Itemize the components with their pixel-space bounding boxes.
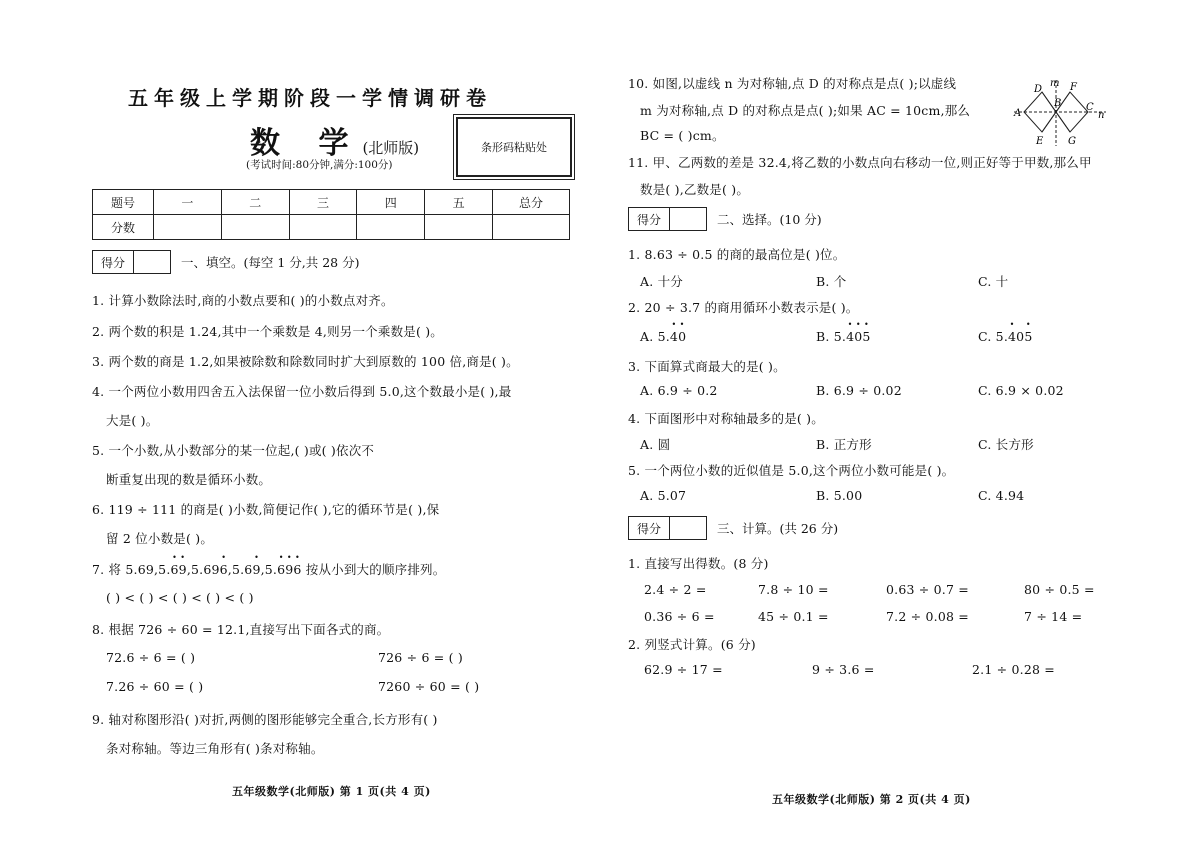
repeating-digit: • 9 [252, 562, 260, 577]
page2-footer: 五年级数学(北师版) 第 2 页(共 4 页) [772, 793, 971, 806]
score-table-cell: 一 [154, 190, 222, 215]
label-F: F [1070, 82, 1077, 93]
question-5-line1: 5. 一个小数,从小数部分的某一位起,( )或( )依次不 [92, 443, 375, 458]
score-label: 得分 [628, 516, 670, 540]
choice-option: A. 十分 [640, 274, 683, 289]
score-blank-cell[interactable] [154, 215, 222, 240]
plain-digit: 0 [1016, 329, 1025, 344]
choice-option: C. 长方形 [978, 437, 1034, 452]
choice-2: 2. 20 ÷ 3.7 的商用循环小数表示是( )。 [628, 300, 859, 315]
calc-item: 45 ÷ 0.1 = [758, 609, 829, 624]
section2-header [628, 207, 822, 231]
question-6-line1: 6. 119 ÷ 111 的商是( )小数,简便记作( ),它的循环节是( ),保 [92, 502, 440, 517]
score-table-cell: 总分 [493, 190, 570, 215]
question-11-line2: 数是( ),乙数是( )。 [640, 182, 750, 197]
option-prefix: B. 5. [816, 329, 847, 344]
score-blank[interactable] [670, 207, 707, 231]
choice-option: C. 6.9 × 0.02 [978, 383, 1064, 398]
question-10-line3: BC = ( )cm。 [640, 128, 725, 143]
question-7 [92, 560, 445, 578]
score-table-cell: 题号 [93, 190, 154, 215]
section3-header [628, 516, 838, 540]
choice-option: B. 5.00 [816, 488, 863, 503]
repeating-digit: • 0 [678, 329, 686, 344]
question-2: 2. 两个数的积是 1.24,其中一个乘数是 4,则另一个乘数是( )。 [92, 324, 444, 339]
option-prefix: A. 5. [640, 329, 670, 344]
label-E: E [1036, 136, 1044, 147]
question-10-line2: m 为对称轴,点 D 的对称点是点( );如果 AC = 10cm,那么 [640, 103, 971, 118]
q7-suffix: 按从小到大的顺序排列。 [301, 562, 446, 577]
subject-heading [250, 118, 419, 162]
score-blank[interactable] [134, 250, 171, 274]
score-table-cell: 四 [357, 190, 425, 215]
calc-item: 62.9 ÷ 17 = [644, 662, 723, 677]
edition-label: (北师版) [362, 139, 420, 157]
calc-item: 0.36 ÷ 6 = [644, 609, 715, 624]
calc-item: 0.63 ÷ 0.7 = [886, 582, 969, 597]
score-label: 得分 [628, 207, 670, 231]
choice-option: C. 十 [978, 274, 1009, 289]
calc-section-2: 2. 列竖式计算。(6 分) [628, 637, 756, 652]
label-B: B [1054, 98, 1062, 109]
label-m: m [1050, 78, 1060, 89]
repeating-digit: • 5 [1024, 329, 1032, 344]
score-table-cell: 二 [221, 190, 289, 215]
label-D: D [1034, 84, 1043, 95]
calc-section-1: 1. 直接写出得数。(8 分) [628, 556, 769, 571]
choice-option: B. 个 [816, 274, 847, 289]
question-10-line1: 10. 如图,以虚线 n 为对称轴,点 D 的对称点是点( );以虚线 [628, 76, 957, 91]
label-n: n [1098, 110, 1105, 121]
choice-option-c [978, 329, 1032, 344]
calc-item: 2.1 ÷ 0.28 = [972, 662, 1055, 677]
repeating-digit: • 4 [670, 329, 678, 344]
calc-item: 7.2 ÷ 0.08 = [886, 609, 969, 624]
score-blank-cell[interactable] [425, 215, 493, 240]
section3-heading: 三、计算。(共 26 分) [717, 521, 839, 536]
q7-sep: ,5.6 [227, 562, 253, 577]
choice-option: A. 6.9 ÷ 0.2 [640, 383, 718, 398]
score-blank-cell[interactable] [493, 215, 570, 240]
label-G: G [1068, 136, 1076, 147]
score-label: 得分 [92, 250, 134, 274]
q8-item: 7.26 ÷ 60 = ( ) [106, 679, 204, 694]
exam-note: (考试时间:80分钟,满分:100分) [246, 159, 393, 171]
repeating-digit: • 6 [277, 562, 285, 577]
choice-option: B. 正方形 [816, 437, 872, 452]
choice-option: C. 4.94 [978, 488, 1025, 503]
repeating-digit: • 9 [179, 562, 187, 577]
repeating-digit: • 6 [293, 562, 301, 577]
question-5-line2: 断重复出现的数是循环小数。 [106, 472, 272, 487]
question-8: 8. 根据 726 ÷ 60 = 12.1,直接写出下面各式的商。 [92, 622, 390, 637]
score-blank-cell[interactable] [357, 215, 425, 240]
calc-item: 7 ÷ 14 = [1024, 609, 1083, 624]
repeating-digit: • 4 [1008, 329, 1016, 344]
q8-item: 72.6 ÷ 6 = ( ) [106, 650, 196, 665]
label-C: C [1086, 102, 1094, 113]
q8-item: 726 ÷ 6 = ( ) [378, 650, 463, 665]
repeating-digit: • 0 [854, 329, 862, 344]
calc-item: 80 ÷ 0.5 = [1024, 582, 1095, 597]
choice-option-a [640, 329, 686, 344]
option-prefix: C. 5. [978, 329, 1008, 344]
q7-prefix: 7. 将 5.69,5. [92, 562, 171, 577]
calc-item: 7.8 ÷ 10 = [758, 582, 829, 597]
question-9-line2: 条对称轴。等边三角形有( )条对称轴。 [106, 741, 324, 756]
page1-footer: 五年级数学(北师版) 第 1 页(共 4 页) [232, 785, 431, 798]
score-blank[interactable] [670, 516, 707, 540]
score-table [92, 189, 570, 240]
barcode-area [456, 117, 572, 177]
q7-sep: ,5. [260, 562, 278, 577]
question-4-line1: 4. 一个两位小数用四舍五入法保留一位小数后得到 5.0,这个数最小是( ),最 [92, 384, 512, 399]
question-7-blanks: ( ) < ( ) < ( ) < ( ) < ( ) [106, 590, 254, 605]
question-9-line1: 9. 轴对称图形沿( )对折,两侧的图形能够完全重合,长方形有( ) [92, 712, 438, 727]
calc-item: 2.4 ÷ 2 = [644, 582, 707, 597]
choice-5: 5. 一个两位小数的近似值是 5.0,这个两位小数可能是( )。 [628, 463, 955, 478]
score-table-header-row [93, 190, 570, 215]
choice-4: 4. 下面图形中对称轴最多的是( )。 [628, 411, 824, 426]
section1-heading: 一、填空。(每空 1 分,共 28 分) [181, 255, 360, 270]
symmetry-figure [1012, 76, 1108, 148]
choice-option: A. 圆 [640, 437, 671, 452]
question-1: 1. 计算小数除法时,商的小数点要和( )的小数点对齐。 [92, 293, 394, 308]
question-6-line2: 留 2 位小数是( )。 [106, 531, 214, 546]
repeating-digit: • 6 [220, 562, 228, 577]
choice-option: B. 6.9 ÷ 0.02 [816, 383, 902, 398]
question-3: 3. 两个数的商是 1.2,如果被除数和除数同时扩大到原数的 100 倍,商是( )。 [92, 354, 519, 369]
q7-sep: ,5.69 [186, 562, 220, 577]
score-table-cell: 三 [289, 190, 357, 215]
label-A: A [1014, 108, 1022, 119]
repeating-digit: • 5 [862, 329, 870, 344]
choice-3: 3. 下面算式商最大的是( )。 [628, 359, 786, 374]
score-blank-cell[interactable] [289, 215, 357, 240]
section2-heading: 二、选择。(10 分) [717, 212, 822, 227]
calc-item: 9 ÷ 3.6 = [812, 662, 875, 677]
choice-option: A. 5.07 [640, 488, 687, 503]
choice-1: 1. 8.63 ÷ 0.5 的商的最高位是( )位。 [628, 247, 846, 262]
barcode-label: 条形码粘贴处 [481, 141, 547, 154]
question-11-line1: 11. 甲、乙两数的差是 32.4,将乙数的小数点向右移动一位,则正好等于甲数,那么甲 [628, 155, 1092, 170]
score-table-score-row [93, 215, 570, 240]
question-4-line2: 大是( )。 [106, 413, 159, 428]
score-table-cell: 分数 [93, 215, 154, 240]
choice-option-b [816, 329, 871, 344]
repeating-digit: • 9 [285, 562, 293, 577]
exam-title: 五年级上学期阶段一学情调研卷 [128, 86, 492, 110]
repeating-digit: • 6 [171, 562, 179, 577]
score-blank-cell[interactable] [221, 215, 289, 240]
section1-header [92, 250, 359, 274]
subject-name: 数 学 [250, 126, 363, 161]
score-table-cell: 五 [425, 190, 493, 215]
repeating-digit: • 4 [846, 329, 854, 344]
q8-item: 7260 ÷ 60 = ( ) [378, 679, 480, 694]
